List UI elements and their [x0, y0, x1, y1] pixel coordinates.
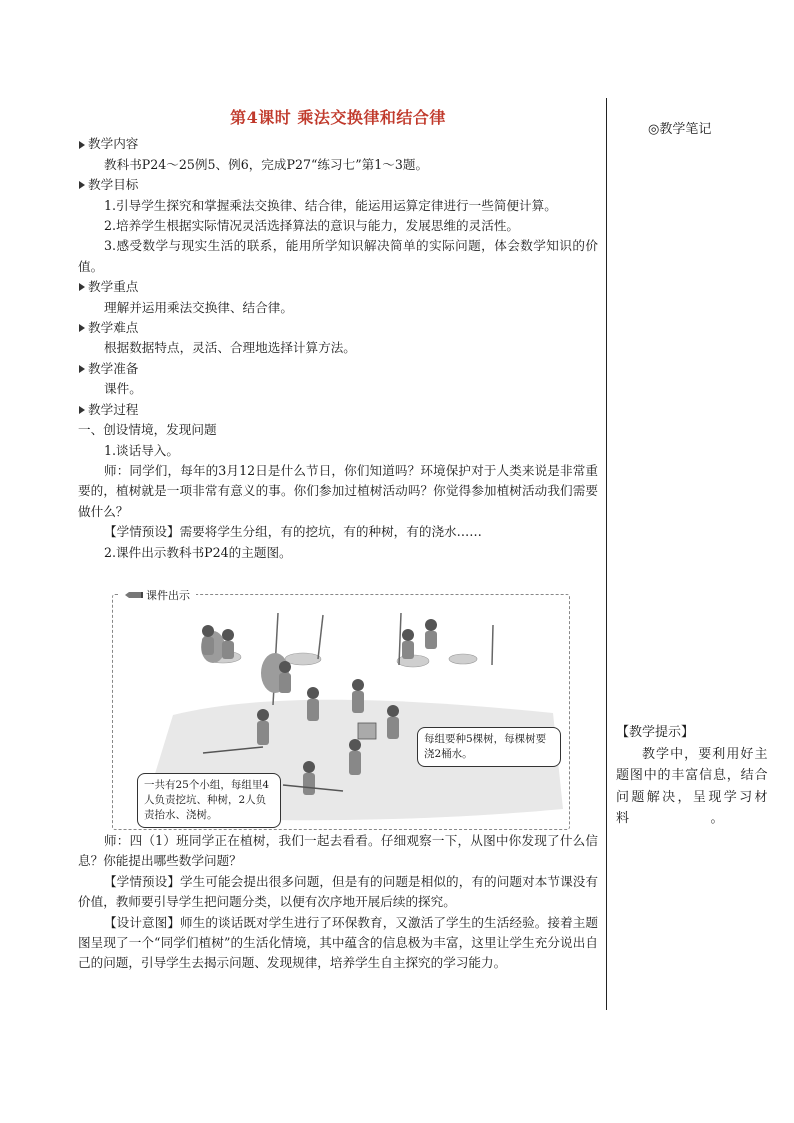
- triangle-bullet-icon: [79, 365, 85, 373]
- goal-2: 2.培养学生根据实际情况灵活选择算法的意识与能力，发展思维的灵活性。: [104, 218, 520, 234]
- speech-bubble-trees: 每组要种5棵树，每棵树要浇2桶水。: [417, 727, 561, 767]
- student-preset-1: 【学情预设】需要将学生分组，有的挖坑，有的种树，有的浇水……: [104, 524, 482, 540]
- section-content-head: 教学内容: [78, 134, 598, 154]
- design-intent: 【设计意图】师生的谈话既对学生进行了环保教育，又激活了学生的生活经验。接着主题图呈现了一个“同学们植树”的生活化情境，其中蕴含的信息极为丰富，这里让学生充分说出自己的问题，引导学生去揭示问题、发现规律，培养学生自主探究的学习能力。: [78, 914, 598, 971]
- step-1: 1.谈话导入。: [104, 442, 179, 458]
- content-text: 教科书P24～25例5、例6，完成P27“练习七”第1～3题。: [104, 156, 429, 172]
- teaching-tip-text: 教学中，要利用好主题图中的丰富信息，结合问题解决，呈现学习材料 。: [616, 746, 768, 826]
- teaching-tip-title: 【教学提示】: [616, 725, 695, 740]
- teacher-speech-2: 师：四（1）班同学正在植树，我们一起去看看。仔细观察一下，从图中你发现了什么信息？你能提出哪些数学问题？: [78, 832, 598, 869]
- triangle-bullet-icon: [79, 141, 85, 149]
- part-1-heading: 一、创设情境，发现问题: [78, 422, 217, 438]
- lesson-title: 第4课时 乘法交换律和结合律: [230, 108, 446, 127]
- section-difficulty-head: 教学难点: [78, 318, 598, 338]
- triangle-bullet-icon: [79, 406, 85, 414]
- lesson-body: [78, 98, 598, 974]
- step-2: 2.课件出示教科书P24的主题图。: [104, 544, 292, 560]
- student-preset-2: 【学情预设】学生可能会提出很多问题，但是有的问题是相似的，有的问题对本节课没有价值，教师要引导学生把问题分类，以便有次序地开展后续的探究。: [78, 873, 598, 910]
- teacher-speech-1: 师：同学们，每年的3月12日是什么节日，你们知道吗？环境保护对于人类来说是非常重要的，植树就是一项非常有意义的事。你们参加过植树活动吗？你觉得参加植树活动我们需要做什么？: [78, 462, 598, 519]
- section-prep-head: 教学准备: [78, 359, 598, 379]
- difficulty-text: 根据数据特点，灵活、合理地选择计算方法。: [104, 340, 356, 356]
- triangle-bullet-icon: [79, 181, 85, 189]
- speech-bubble-groups: 一共有25个小组，每组里4人负责挖坑、种树，2人负责抬水、浇树。: [137, 773, 281, 828]
- section-key-head: 教学重点: [78, 277, 598, 297]
- teaching-notes-label: ◎教学笔记: [648, 122, 712, 137]
- prep-text: 课件。: [104, 381, 142, 397]
- goal-1: 1.引导学生探究和掌握乘法交换律、结合律，能运用运算定律进行一些简便计算。: [104, 197, 557, 213]
- triangle-bullet-icon: [79, 324, 85, 332]
- section-process-head: 教学过程: [78, 400, 598, 420]
- courseware-figure: [112, 589, 570, 830]
- key-text: 理解并运用乘法交换律、结合律。: [104, 299, 293, 315]
- triangle-bullet-icon: [79, 283, 85, 291]
- teaching-tip: [616, 722, 768, 830]
- margin-divider: [606, 98, 607, 1010]
- goal-3: 3.感受数学与现实生活的联系，能用所学知识解决简单的实际问题，体会数学知识的价值。: [78, 238, 598, 274]
- section-goals-head: 教学目标: [78, 175, 598, 195]
- figure-label: 课件出示: [119, 587, 196, 603]
